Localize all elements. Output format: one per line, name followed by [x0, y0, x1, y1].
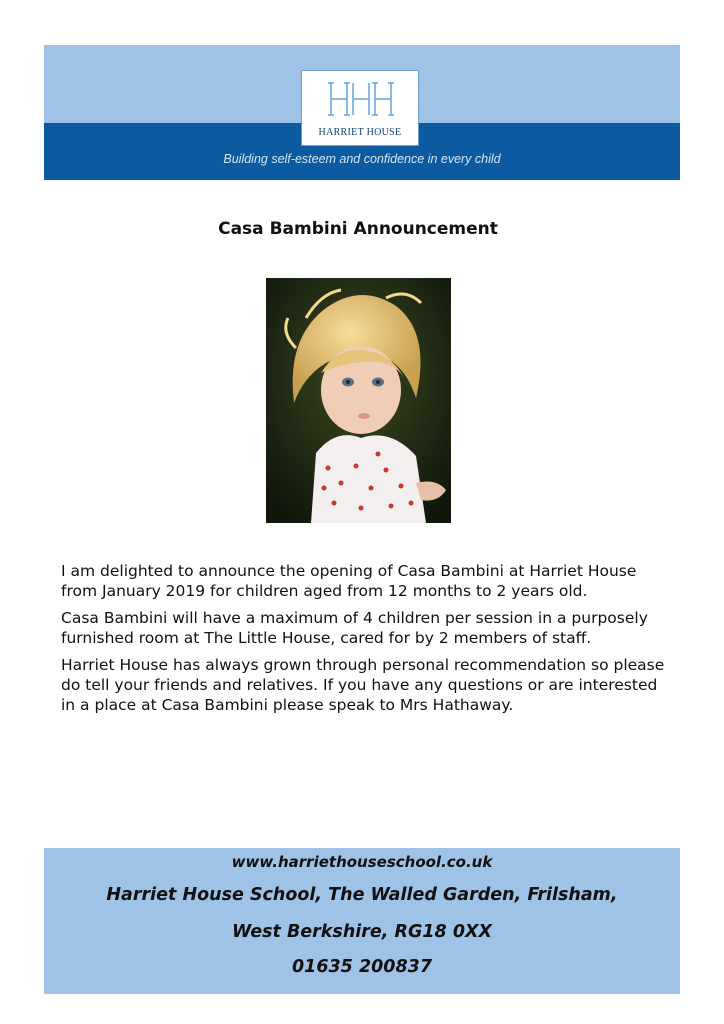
phone-number: 01635 200837 [291, 957, 433, 977]
address-line-2: West Berkshire, RG18 0XX [232, 922, 492, 942]
paragraph: Casa Bambini will have a maximum of 4 children per session in a purposely furnished room at The Little House, cared for by 2 members of staff. [61, 609, 648, 647]
page-title: Casa Bambini Announcement [218, 219, 498, 239]
paragraph: Harriet House has always grown through personal recommendation so please do tell your friends and relatives. If you have any questions or are interested in a place at Casa Bambini please speak to Mrs Hathaway. [61, 656, 665, 714]
paragraph: I am delighted to announce the opening of Casa Bambini at Harriet House from January 2019 for children aged from 12 months to 2 years old. [61, 562, 637, 600]
website-link[interactable]: www.harriethouseschool.co.uk [231, 853, 493, 871]
hh-monogram-icon [327, 81, 395, 117]
announcement-body [61, 561, 671, 722]
child-portrait-photo [266, 278, 451, 523]
logo-wordmark: HARRIET HOUSE [318, 127, 402, 138]
tagline: Building self-esteem and confidence in every child [223, 152, 501, 166]
school-logo [301, 70, 419, 146]
address-line-1: Harriet House School, The Walled Garden, Frilsham, [106, 885, 618, 905]
footer-contact [44, 848, 680, 994]
header-banner [44, 45, 680, 180]
